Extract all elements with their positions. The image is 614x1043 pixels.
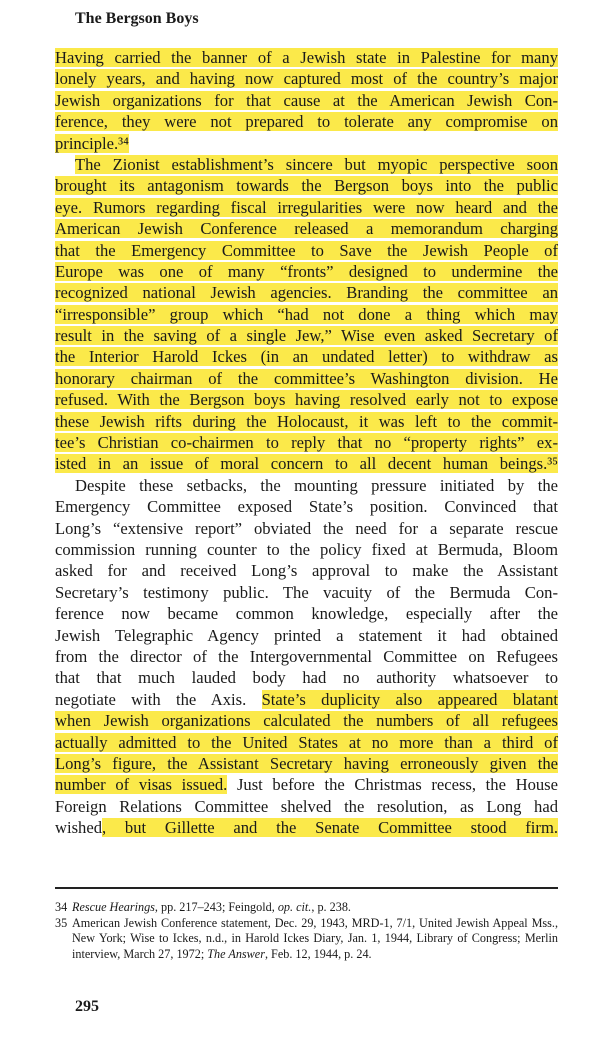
highlighted-text: result in the saving of a single Jew,” Wise even asked Secretary of: [55, 326, 558, 346]
highlighted-text: State’s duplicity also appeared blatant: [261, 689, 558, 709]
footnote-text: , pp. 217–243; Feingold,: [154, 900, 278, 914]
text-segment: asked for and received Long’s approval to make the Assistant: [55, 561, 558, 581]
page-number: 295: [75, 998, 99, 1015]
highlighted-text: isted in an issue of moral concern to all decent human beings.³⁵: [55, 454, 558, 474]
highlighted-text: Having carried the banner of a Jewish state in Palestine for many: [55, 48, 558, 67]
text-line: [55, 411, 558, 432]
text-segment: Secretary’s testimony public. The vacuity of the Bermuda Con-: [55, 582, 558, 602]
highlighted-text: these Jewish rifts during the Holocaust, it was left to the commit-: [55, 411, 558, 431]
text-line: [55, 539, 558, 560]
text-line: [55, 475, 558, 496]
footnote-divider: [55, 887, 558, 889]
text-line: [55, 496, 558, 517]
text-line: [55, 603, 558, 624]
highlighted-text: The Zionist establishment’s sincere but myopic perspective soon: [75, 154, 558, 174]
highlighted-text: ference, they were not prepared to tolerate any compromise on: [55, 112, 558, 132]
text-line: [55, 817, 558, 838]
text-line: [55, 47, 558, 68]
text-segment: Jewish Telegraphic Agency printed a statement it had obtained: [55, 625, 558, 645]
text-line: [55, 732, 558, 753]
footnote-text: , Feb. 12, 1944, p. 24.: [264, 946, 372, 961]
text-segment: Foreign Relations Committee shelved the resolution, as Long had: [55, 796, 558, 816]
text-line: [55, 774, 558, 795]
text-line: [55, 197, 558, 218]
highlighted-text: actually admitted to the United States at no more than a third of: [55, 732, 558, 752]
text-line: [55, 796, 558, 817]
text-line: [55, 710, 558, 731]
highlighted-text: honorary chairman of the committee’s Washington division. He: [55, 368, 558, 388]
highlighted-text: “irresponsible” group which “had not done a thing which may: [55, 304, 558, 324]
text-line: [55, 90, 558, 111]
highlighted-text: American Jewish Conference released a memorandum charging: [55, 219, 558, 239]
text-line: [55, 518, 558, 539]
footnote: [55, 900, 558, 916]
highlighted-text: Europe was one of many “fronts” designed to undermine the: [55, 261, 558, 281]
highlighted-text: recognized national Jewish agencies. Branding the committee an: [55, 283, 558, 303]
running-title: The Bergson Boys: [75, 10, 199, 27]
footnote: [55, 916, 558, 963]
text-segment: Just before the Christmas recess, the House: [227, 775, 558, 795]
footnote-number: 34: [55, 900, 68, 914]
text-line: [55, 240, 558, 261]
text-segment: that that much lauded body had no authority whatsoever to: [55, 668, 558, 688]
highlighted-text: Long’s figure, the Assistant Secretary having erroneously given the: [55, 753, 558, 773]
text-line: [55, 261, 558, 282]
text-segment: Emergency Committee exposed State’s position. Convinced that: [55, 497, 558, 517]
highlighted-text: principle.³⁴: [55, 133, 129, 153]
text-line: [55, 689, 558, 710]
footnote-number: 35: [55, 915, 68, 930]
text-line: [55, 218, 558, 239]
text-line: [55, 368, 558, 389]
footnotes: [55, 900, 558, 962]
highlighted-text: lonely years, and having now captured most of the country’s major: [55, 69, 558, 89]
text-line: [55, 453, 558, 474]
text-segment: negotiate with the Axis.: [55, 689, 262, 709]
body-text: [55, 47, 558, 838]
text-line: [55, 753, 558, 774]
highlighted-text: the Interior Harold Ickes (in an undated letter) to withdraw as: [55, 347, 558, 367]
highlighted-text: that the Emergency Committee to Save the Jewish People of: [55, 240, 558, 260]
text-segment: commission running counter to the policy fixed at Bermuda, Bloom: [55, 539, 558, 559]
highlighted-text: tee’s Christian co-chairmen to reply that no “property rights” ex-: [55, 433, 558, 453]
footnote-text: The Answer: [207, 946, 265, 961]
text-line: [55, 646, 558, 667]
text-line: [55, 667, 558, 688]
text-line: [55, 133, 558, 154]
text-line: [55, 432, 558, 453]
text-segment: wished: [55, 818, 103, 838]
text-line: [55, 325, 558, 346]
highlighted-text: brought its antagonism towards the Bergson boys into the public: [55, 176, 558, 196]
text-line: [55, 389, 558, 410]
text-segment: from the director of the Intergovernmental Committee on Refugees: [55, 646, 558, 666]
text-segment: ference now became common knowledge, especially after the: [55, 604, 558, 624]
text-line: [55, 582, 558, 603]
text-line: [55, 154, 558, 175]
text-line: [55, 68, 558, 89]
highlighted-text: , but Gillette and the Senate Committee stood firm.: [102, 818, 558, 838]
text-line: [55, 346, 558, 367]
footnote-text: , p. 238.: [311, 900, 351, 914]
highlighted-text: eye. Rumors regarding fiscal irregularities were now heard and the: [55, 197, 558, 217]
text-line: [55, 175, 558, 196]
text-line: [55, 304, 558, 325]
text-segment: Despite these setbacks, the mounting pressure initiated by the: [75, 475, 558, 495]
text-line: [55, 282, 558, 303]
footnote-text: op. cit.: [277, 900, 312, 914]
footnote-text: American Jewish Conference statement, Dec. 29, 1943, MRD-1, 7/1, United Jewish Appeal Mss., New York; Wise to Ickes, n.d., in Harold Ickes Diary, Jan. 1, 1944, Library of Congress; Merlin interview, March 27, 1972;: [72, 915, 558, 961]
text-line: [55, 560, 558, 581]
highlighted-text: Jewish organizations for that cause at the American Jewish Con-: [55, 90, 558, 110]
footnote-text: Rescue Hearings: [72, 900, 155, 914]
highlighted-text: when Jewish organizations calculated the numbers of all refugees: [55, 711, 558, 731]
text-segment: Long’s “extensive report” obviated the need for a separate rescue: [55, 518, 558, 538]
text-line: [55, 625, 558, 646]
highlighted-text: number of visas issued.: [55, 775, 228, 795]
highlighted-text: refused. With the Bergson boys having resolved early not to expose: [55, 390, 558, 410]
text-line: [55, 111, 558, 132]
